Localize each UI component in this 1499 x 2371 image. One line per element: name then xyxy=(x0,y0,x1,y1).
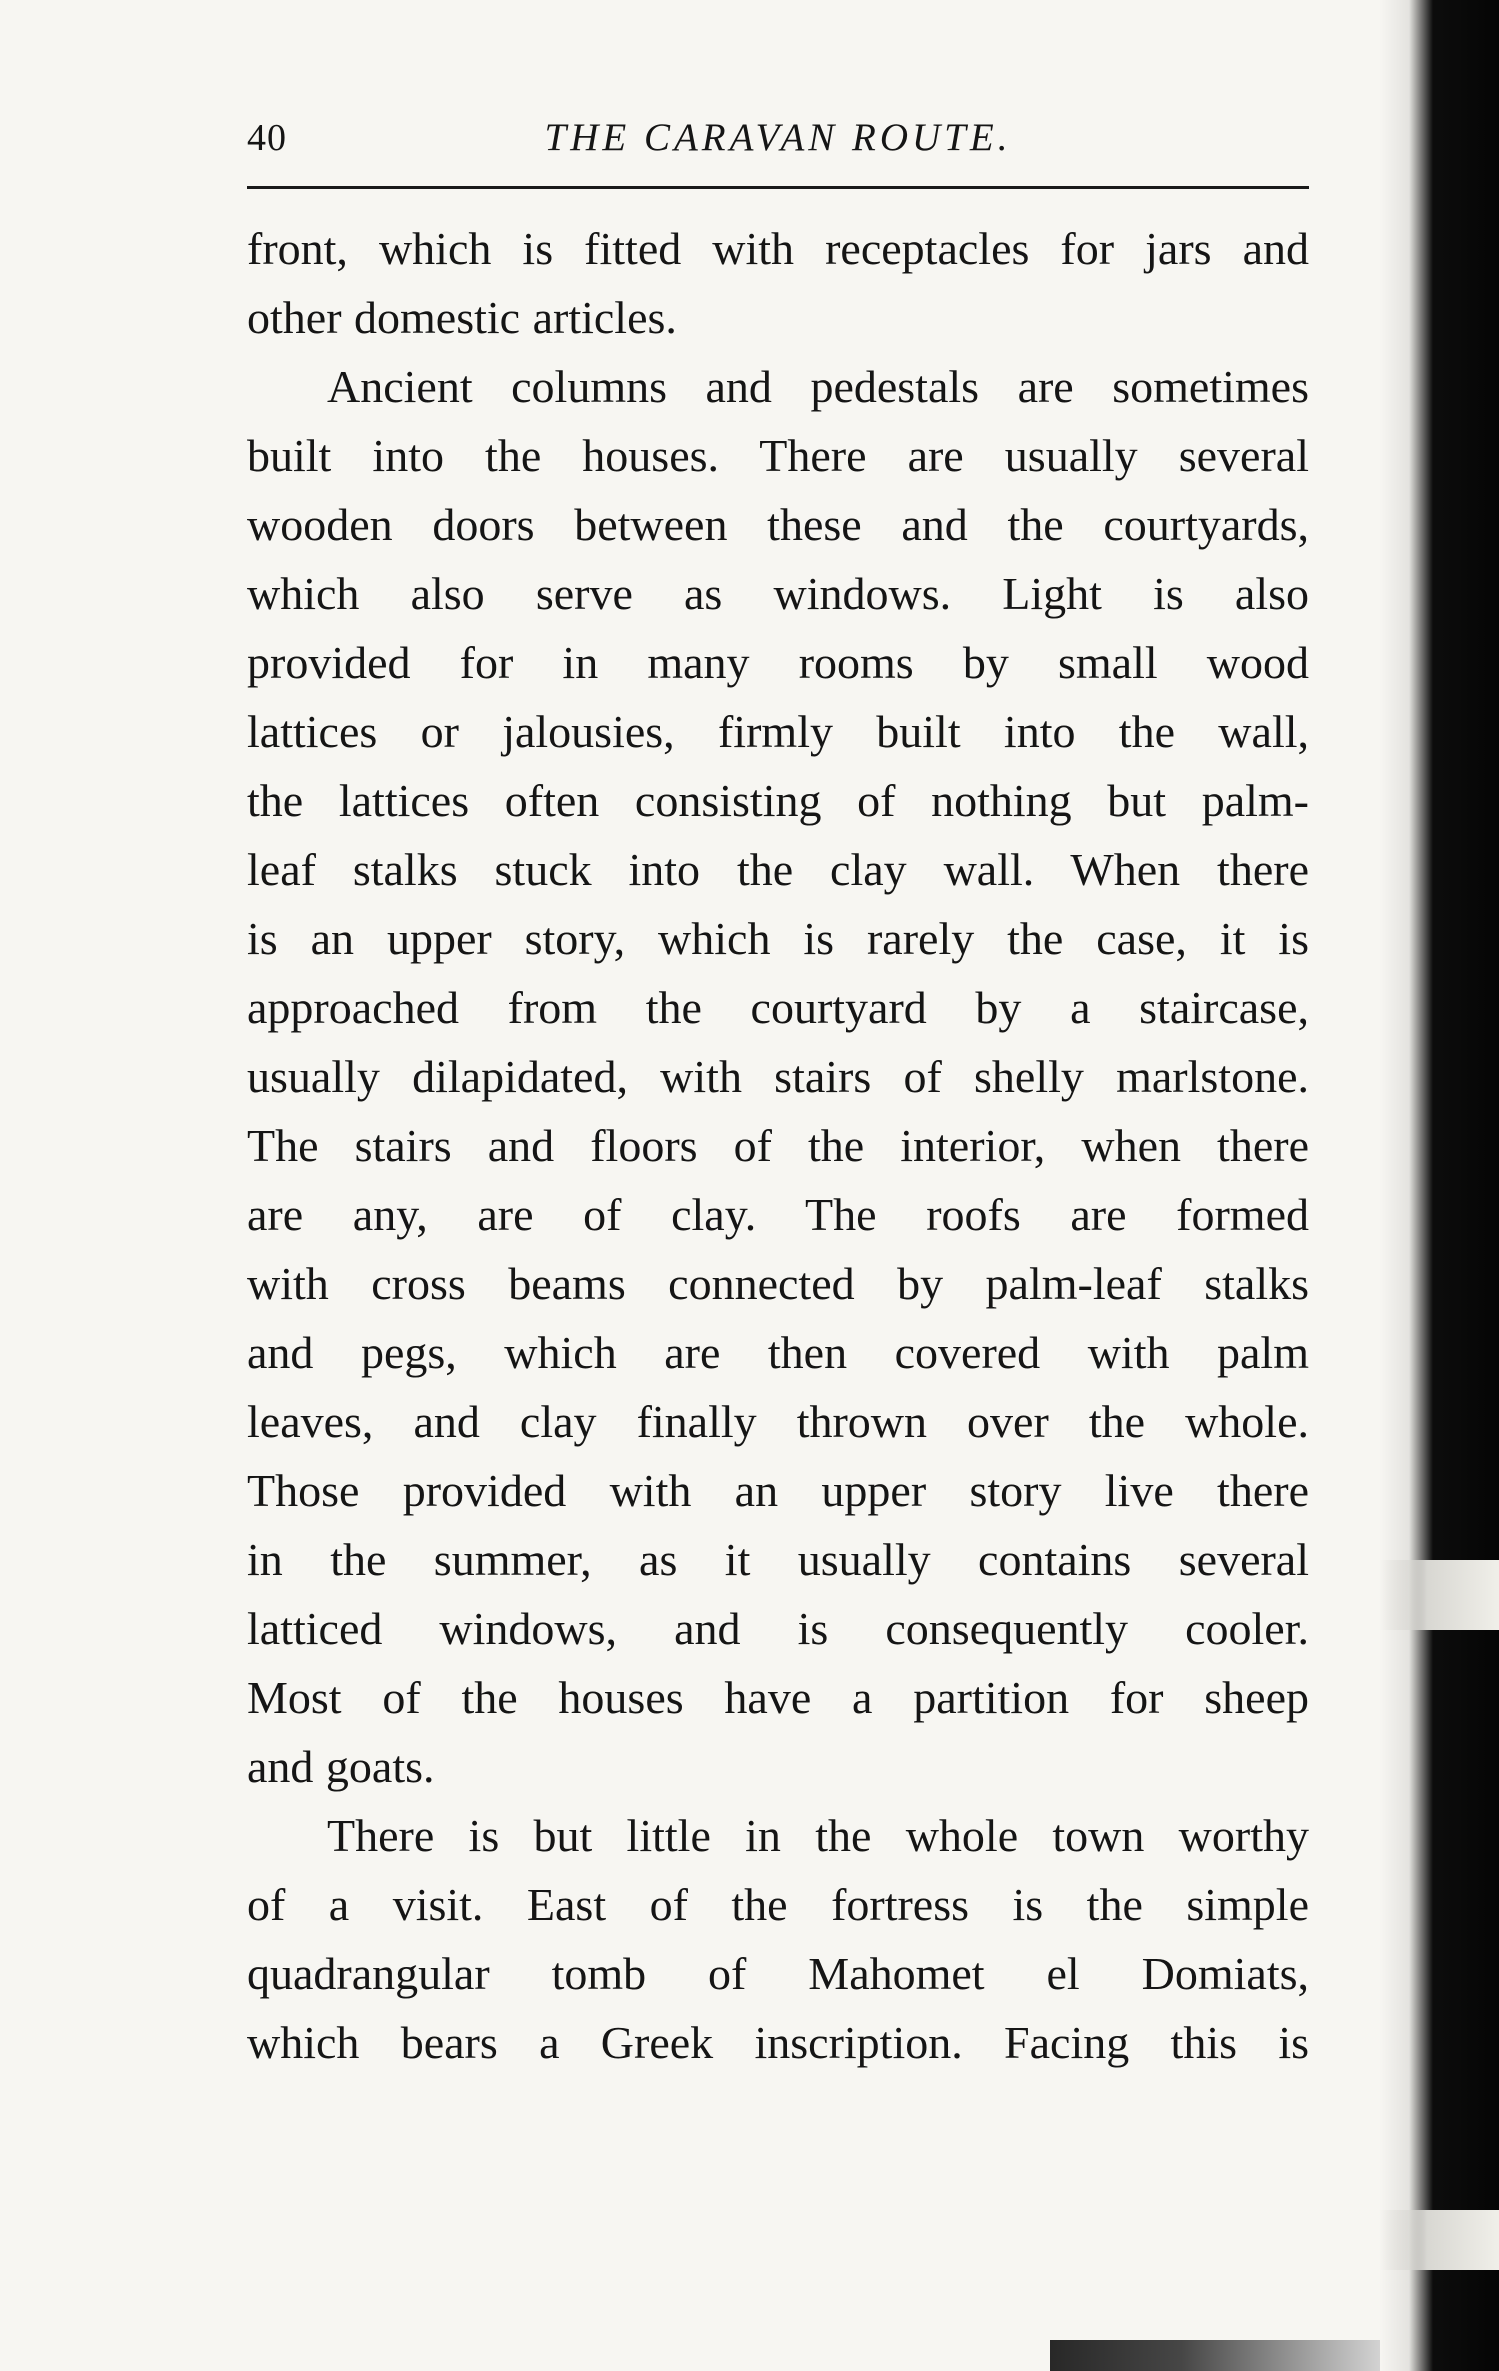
text-line: Those provided with an upper story live there xyxy=(247,1465,1309,1516)
binding-highlight xyxy=(1379,1560,1499,1630)
text-line: quadrangular tomb of Mahomet el Domiats, xyxy=(247,1948,1309,1999)
binding-highlight xyxy=(1379,2210,1499,2270)
text-line: Ancient columns and pedestals are sometimes xyxy=(327,361,1309,412)
text-line: front, which is fitted with receptacles for jars and xyxy=(247,223,1309,274)
text-line: built into the houses. There are usually several xyxy=(247,430,1309,481)
text-line: other domestic articles. xyxy=(247,292,677,343)
text-line: is an upper story, which is rarely the case, it is xyxy=(247,913,1309,964)
body-text xyxy=(247,214,1309,2077)
bottom-scan-shadow xyxy=(1050,2340,1380,2371)
text-line: of a visit. East of the fortress is the simple xyxy=(247,1879,1309,1930)
text-line: in the summer, as it usually contains several xyxy=(247,1534,1309,1585)
text-line: which bears a Greek inscription. Facing this is xyxy=(247,2017,1309,2068)
text-line: Most of the houses have a partition for sheep xyxy=(247,1672,1309,1723)
text-line: The stairs and floors of the interior, when there xyxy=(247,1120,1309,1171)
text-line: and pegs, which are then covered with palm xyxy=(247,1327,1309,1378)
text-line: leaf stalks stuck into the clay wall. When there xyxy=(247,844,1309,895)
text-line: are any, are of clay. The roofs are formed xyxy=(247,1189,1309,1240)
page-number: 40 xyxy=(247,117,287,159)
binding-shadow xyxy=(1379,0,1499,2371)
text-line: latticed windows, and is consequently cooler. xyxy=(247,1603,1309,1654)
running-title: THE CARAVAN ROUTE. xyxy=(544,116,1012,159)
text-line: wooden doors between these and the courtyards, xyxy=(247,499,1309,550)
text-line: There is but little in the whole town worthy xyxy=(327,1810,1309,1861)
page-header xyxy=(247,112,1309,164)
text-line: lattices or jalousies, firmly built into the wall, xyxy=(247,706,1309,757)
header-rule xyxy=(247,186,1309,189)
text-line: approached from the courtyard by a staircase, xyxy=(247,982,1309,1033)
text-line: with cross beams connected by palm-leaf stalks xyxy=(247,1258,1309,1309)
text-line: usually dilapidated, with stairs of shelly marlstone. xyxy=(247,1051,1309,1102)
text-line: provided for in many rooms by small wood xyxy=(247,637,1309,688)
text-line: leaves, and clay finally thrown over the whole. xyxy=(247,1396,1309,1447)
text-line: and goats. xyxy=(247,1741,435,1792)
text-line: the lattices often consisting of nothing but palm- xyxy=(247,775,1309,826)
text-line: which also serve as windows. Light is also xyxy=(247,568,1309,619)
